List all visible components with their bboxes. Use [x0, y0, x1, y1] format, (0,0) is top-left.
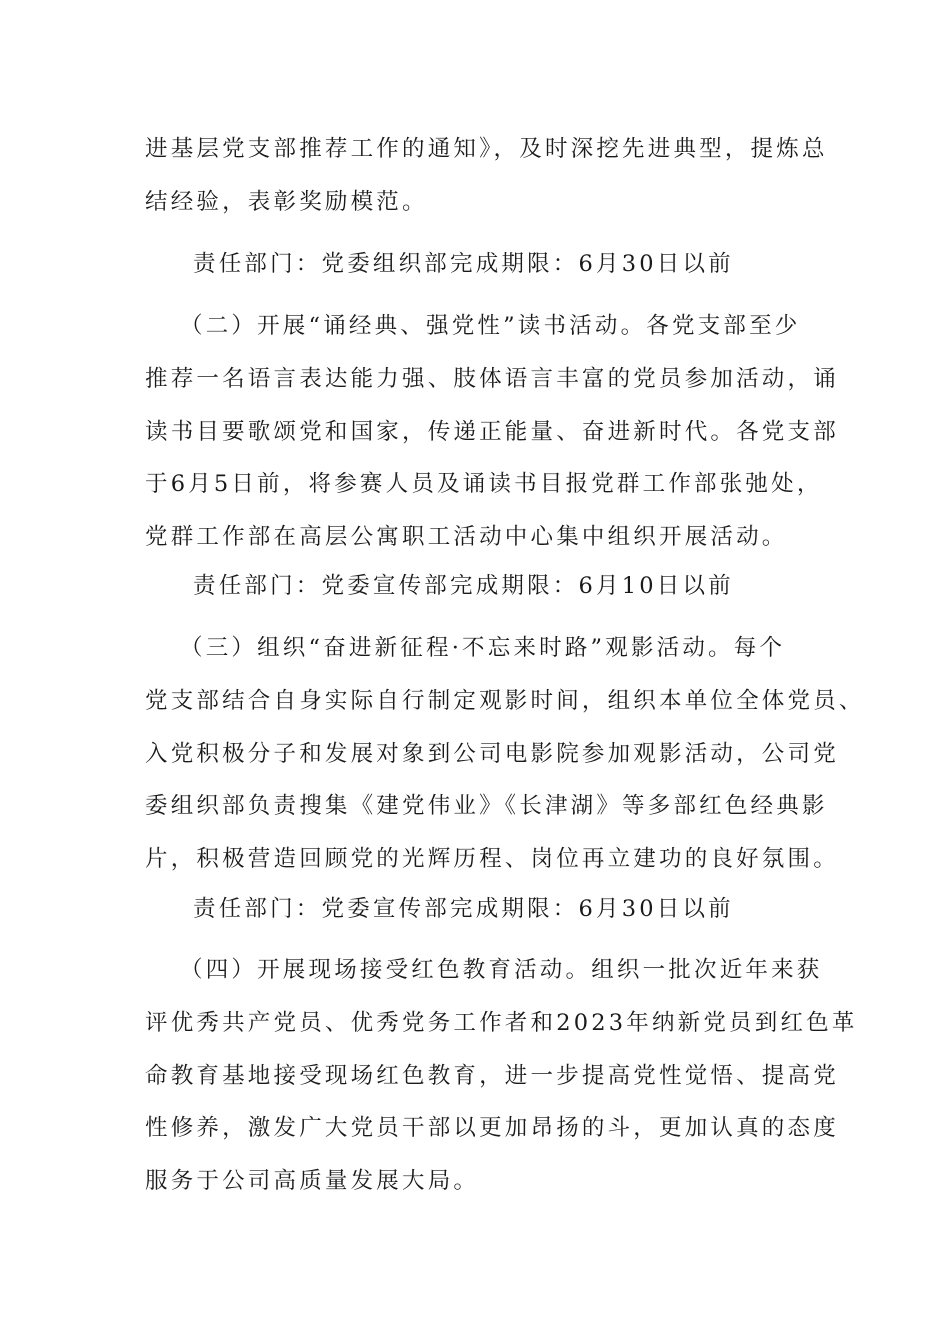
text-line: 党支部结合自身实际自行制定观影时间，组织本单位全体党员、 — [145, 688, 865, 714]
text-line: 入党积极分子和发展对象到公司电影院参加观影活动，公司党 — [145, 741, 839, 767]
responsibility-line: 责任部门：党委宣传部完成期限：6月10日以前 — [193, 573, 734, 599]
text-line: 片，积极营造回顾党的光辉历程、岗位再立建功的良好氛围。 — [145, 846, 839, 872]
text-line: 结经验，表彰奖励模范。 — [145, 189, 428, 215]
text-line: 党群工作部在高层公寓职工活动中心集中组织开展活动。 — [145, 524, 788, 550]
responsibility-line: 责任部门：党委宣传部完成期限：6月30日以前 — [193, 896, 734, 922]
text-line: 命教育基地接受现场红色教育，进一步提高党性觉悟、提高党 — [145, 1063, 839, 1089]
text-line: 于6月5日前，将参赛人员及诵读书目报党群工作部张弛处， — [145, 471, 823, 497]
text-line: 读书目要歌颂党和国家，传递正能量、奋进新时代。各党支部 — [145, 419, 839, 445]
section-heading-3: （三）组织“奋进新征程·不忘来时路”观影活动。每个 — [180, 635, 786, 661]
section-heading-2: （二）开展“诵经典、强党性”读书活动。各党支部至少 — [180, 313, 801, 339]
text-line: 评优秀共产党员、优秀党务工作者和2023年纳新党员到红色革 — [145, 1010, 858, 1036]
text-line: 委组织部负责搜集《建党伟业》《长津湖》等多部红色经典影 — [145, 793, 828, 819]
responsibility-line: 责任部门：党委组织部完成期限：6月30日以前 — [193, 251, 734, 277]
text-line: 进基层党支部推荐工作的通知》，及时深挖先进典型，提炼总 — [145, 136, 828, 162]
text-line: 性修养，激发广大党员干部以更加昂扬的斗，更加认真的态度 — [145, 1115, 839, 1141]
text-line: 推荐一名语言表达能力强、肢体语言丰富的党员参加活动，诵 — [145, 366, 839, 392]
text-line: 服务于公司高质量发展大局。 — [145, 1168, 480, 1194]
section-heading-4: （四）开展现场接受红色教育活动。组织一批次近年来获 — [180, 957, 823, 983]
